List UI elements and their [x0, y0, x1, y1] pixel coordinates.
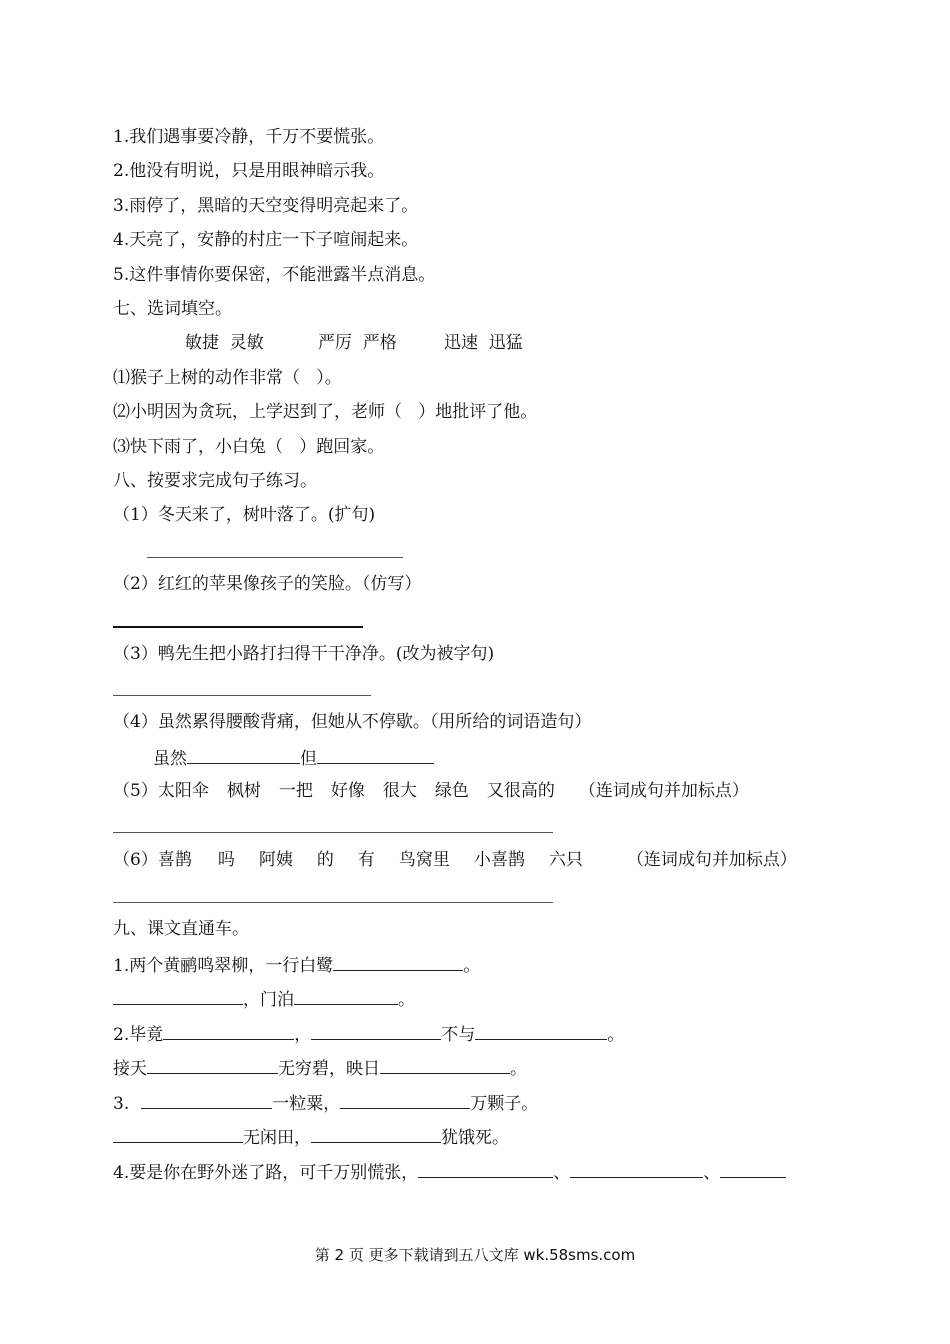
- question-5-instruction: （连词成句并加标点）: [578, 781, 749, 801]
- fill-item-3: ⑶快下雨了，小白兔（ ）跑回家。: [113, 437, 385, 457]
- poem-blank[interactable]: [113, 986, 243, 1005]
- blank-dan[interactable]: [317, 745, 434, 764]
- poem-blank[interactable]: [570, 1159, 703, 1178]
- sentence-4: 4.天亮了，安静的村庄一下子喧闹起来。: [113, 230, 419, 250]
- poem-blank[interactable]: [340, 1090, 470, 1109]
- poem-line-5: [113, 1090, 538, 1114]
- question-3: （3）鸭先生把小路打扫得干干净净。(改为被字句): [113, 644, 495, 664]
- section-7-title: 七、选词填空。: [113, 299, 232, 319]
- word-card: 又很高的: [486, 781, 555, 801]
- poem-blank[interactable]: [141, 1090, 272, 1109]
- poem-text: 犹饿死。: [441, 1128, 509, 1148]
- word-card: 有: [357, 850, 375, 870]
- sentence-5: 5.这件事情你要保密，不能泄露半点消息。: [113, 265, 436, 285]
- question-6-instruction: （连词成句并加标点）: [626, 850, 797, 870]
- poem-text: 、: [703, 1163, 721, 1183]
- poem-blank[interactable]: [475, 1021, 607, 1040]
- answer-line-5[interactable]: [113, 832, 553, 833]
- blank-suiran[interactable]: [187, 745, 300, 764]
- section-9-title: 九、课文直通车。: [113, 919, 249, 939]
- poem-blank[interactable]: [113, 1124, 243, 1143]
- poem-text: 不与: [441, 1025, 476, 1045]
- word-card: 好像: [330, 781, 365, 801]
- poem-blank[interactable]: [418, 1159, 553, 1178]
- question-5: [113, 779, 749, 803]
- answer-line-1[interactable]: [147, 557, 403, 558]
- poem-text: 万颗子。: [470, 1094, 539, 1114]
- word-suiran: 虽然: [153, 749, 187, 769]
- word-card: 喜鹊: [157, 850, 192, 870]
- word-card: 太阳伞: [157, 781, 209, 801]
- word-group-2: 严厉 严格: [318, 333, 397, 353]
- poem-line-7: [113, 1159, 786, 1183]
- poem-line-3: [113, 1021, 624, 1045]
- poem-text: 。: [510, 1059, 527, 1079]
- word-card: 枫树: [226, 781, 261, 801]
- sentence-2: 2.他没有明说，只是用眼神暗示我。: [113, 161, 385, 181]
- answer-line-6[interactable]: [113, 902, 553, 903]
- poem-text: 一粒粟，: [272, 1094, 341, 1114]
- word-card: 很大: [382, 781, 417, 801]
- word-group-3: 迅速 迅猛: [444, 333, 523, 353]
- poem-blank[interactable]: [311, 1021, 441, 1040]
- poem-line-6: [113, 1124, 509, 1148]
- sentence-3: 3.雨停了，黑暗的天空变得明亮起来了。: [113, 196, 419, 216]
- poem-line-2: [113, 986, 415, 1010]
- question-6: [113, 848, 797, 872]
- word-card: 吗: [217, 850, 235, 870]
- poem-text: 。: [607, 1025, 625, 1045]
- answer-line-2[interactable]: [113, 626, 363, 628]
- poem-blank[interactable]: [163, 1021, 294, 1040]
- word-card: 鸟窝里: [398, 850, 450, 870]
- poem-blank[interactable]: [311, 1124, 441, 1143]
- poem-text: 、: [553, 1163, 571, 1183]
- poem-blank[interactable]: [720, 1159, 786, 1178]
- page-footer: 第 2 页 更多下载请到五八文库 wk.58sms.com: [314, 1246, 636, 1264]
- section-8-title: 八、按要求完成句子练习。: [113, 471, 317, 491]
- poem-blank[interactable]: [333, 952, 463, 971]
- word-card: 小喜鹊: [473, 850, 525, 870]
- poem-text: 1.两个黄鹂鸣翠柳，一行白鹭: [113, 956, 334, 976]
- fill-item-1: ⑴猴子上树的动作非常（ ）。: [113, 368, 342, 388]
- poem-blank[interactable]: [147, 1055, 278, 1074]
- poem-text: 。: [463, 956, 481, 976]
- poem-text: ，: [294, 1025, 312, 1045]
- word-card: 六只: [548, 850, 583, 870]
- question-2: （2）红红的苹果像孩子的笑脸。（仿写）: [113, 574, 422, 594]
- poem-text: 。: [398, 990, 415, 1010]
- poem-text: 3.: [113, 1094, 130, 1114]
- question-6-label: （6）: [113, 850, 158, 870]
- fill-item-2: ⑵小明因为贪玩，上学迟到了，老师（ ）地批评了他。: [113, 402, 538, 422]
- word-card: 一把: [278, 781, 313, 801]
- question-4: （4）虽然累得腰酸背痛，但她从不停歇。（用所给的词语造句）: [113, 712, 592, 732]
- question-5-label: （5）: [113, 781, 158, 801]
- poem-text: 4.要是你在野外迷了路，可千万别慌张，: [113, 1163, 419, 1183]
- poem-text: 2.毕竟: [113, 1025, 164, 1045]
- poem-line-1: [113, 952, 480, 976]
- answer-line-3[interactable]: [113, 695, 371, 696]
- poem-text: 接天: [113, 1059, 147, 1079]
- word-card: 绿色: [434, 781, 469, 801]
- word-dan: 但: [300, 749, 317, 769]
- question-4-fill: [153, 745, 434, 769]
- poem-text: 无闲田，: [243, 1128, 311, 1148]
- poem-blank[interactable]: [294, 986, 398, 1005]
- word-card: 的: [316, 850, 334, 870]
- poem-line-4: [113, 1055, 527, 1079]
- word-group-1: 敏捷 灵敏: [185, 333, 264, 353]
- poem-text: ，门泊: [243, 990, 294, 1010]
- poem-text: 无穷碧，映日: [278, 1059, 380, 1079]
- poem-blank[interactable]: [380, 1055, 510, 1074]
- question-1: （1）冬天来了，树叶落了。(扩句): [113, 505, 376, 525]
- sentence-1: 1.我们遇事要冷静，千万不要慌张。: [113, 127, 385, 147]
- word-card: 阿姨: [258, 850, 293, 870]
